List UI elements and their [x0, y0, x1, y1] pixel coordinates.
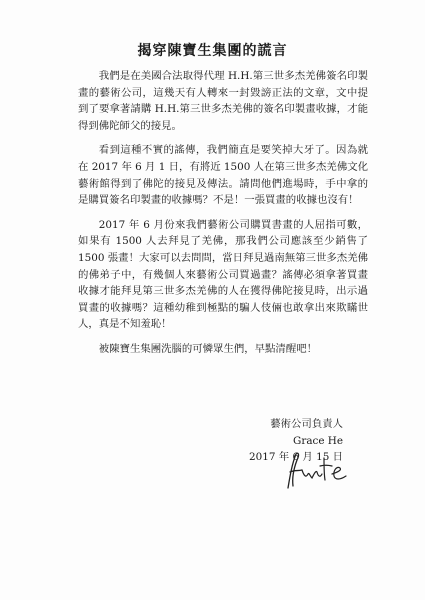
signer-title: 藝術公司負責人: [270, 418, 343, 430]
document-title: 揭穿陳寶生集團的謊言: [137, 43, 288, 59]
paragraph-3: 2017 年 6 月份來我們藝術公司購買書畫的人屈指可數，如果有 1500 人去拜見了羌佛，那我們公司應該至少銷售了 1500 張畫！大家可以去問問，當日拜見過南無第三世多杰羌佛的佛弟子中，有幾個人來藝術公司買過畫？謠傳必須拿著買畫收據才能拜見第三世多杰羌佛的人在獲得佛陀接見時，出示過買畫的收據嗎？這種幼稚到極點的騙人伎倆也敢拿出來欺瞞世人，真是不知羞恥！: [78, 218, 368, 331]
signer-name: Grace He: [293, 434, 343, 447]
document-body: [78, 68, 368, 366]
paragraph-2: 看到這種不實的謠傳，我們簡直是要笑掉大牙了。因為就在 2017 年 6 月 1 日，有將近 1500 人在第三世多杰羌佛文化藝術館得到了佛陀的接見及傳法。請問他們進場時，手中拿的是購買簽名印製畫的收據嗎？不是！一張買畫的收據也沒有！: [78, 144, 368, 207]
paragraph-4: 被陳寶生集團洗腦的可憐眾生們，早點清醒吧！: [98, 342, 317, 355]
signature-date: 2017 年 6 月 15 日: [249, 451, 343, 464]
handwritten-signature: [282, 450, 352, 492]
paragraph-1: 我們是在美國合法取得代理 H.H.第三世多杰羌佛簽名印製畫的藝術公司，這幾天有人轉來一封毀謗正法的文章，文中提到了要拿著請購 H.H.第三世多杰羌佛的簽名印製畫收據，才能得到佛陀師父的接見。: [78, 70, 368, 132]
